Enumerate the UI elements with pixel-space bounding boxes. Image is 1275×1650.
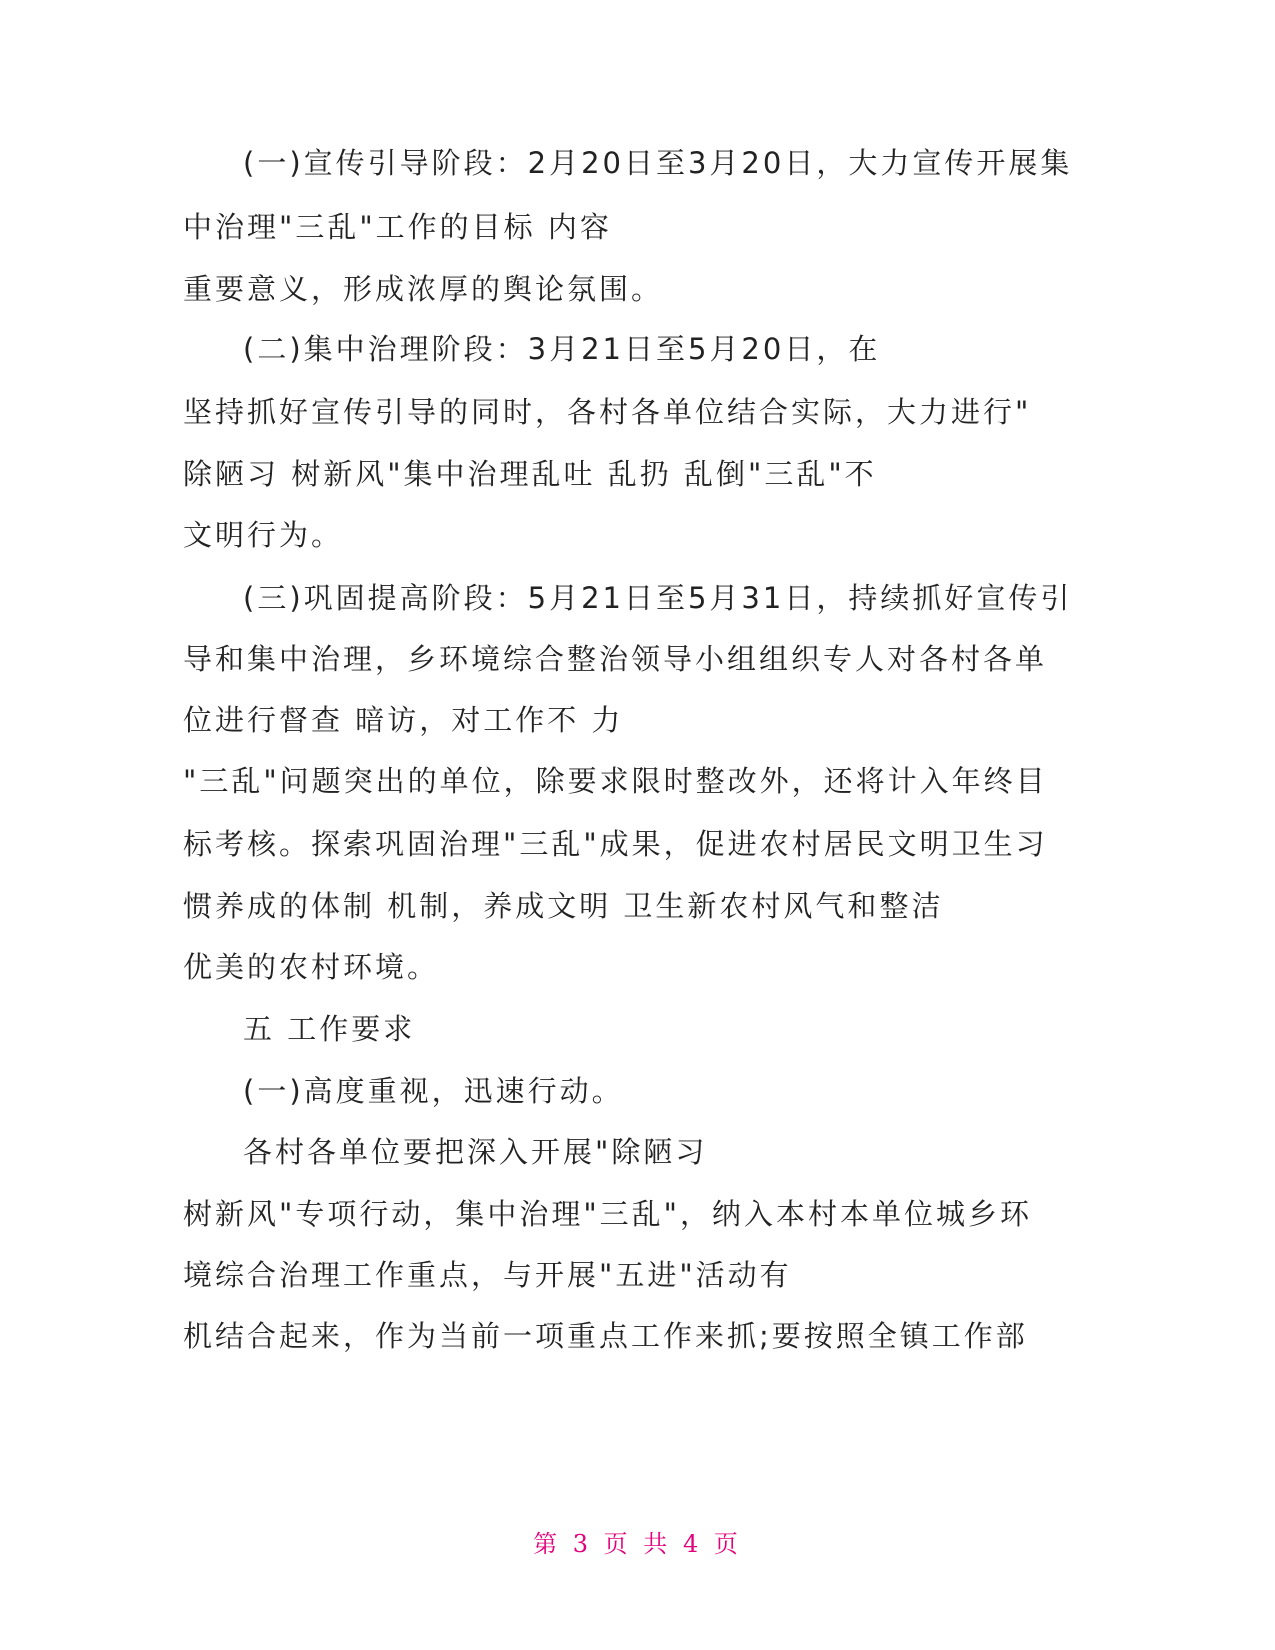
text-line: 各村各单位要把深入开展"除陋习 xyxy=(243,1135,708,1169)
text-line: 坚持抓好宣传引导的同时，各村各单位结合实际，大力进行" xyxy=(183,395,1032,429)
page-number-footer: 第 3 页 共 4 页 xyxy=(533,1530,742,1558)
text-line: 树新风"专项行动，集中治理"三乱"，纳入本村本单位城乡环 xyxy=(183,1197,1033,1231)
text-line: "三乱"问题突出的单位，除要求限时整改外，还将计入年终目 xyxy=(183,764,1048,798)
text-line: 惯养成的体制 机制，养成文明 卫生新农村风气和整洁 xyxy=(183,889,944,923)
text-line: (一)宣传引导阶段：2月20日至3月20日，大力宣传开展集 xyxy=(243,146,1073,180)
text-line: 重要意义，形成浓厚的舆论氛围。 xyxy=(183,272,664,306)
text-line: 除陋习 树新风"集中治理乱吐 乱扔 乱倒"三乱"不 xyxy=(183,457,877,491)
text-line: (二)集中治理阶段：3月21日至5月20日，在 xyxy=(243,332,881,366)
text-line: 标考核。探索巩固治理"三乱"成果，促进农村居民文明卫生习 xyxy=(183,827,1048,861)
text-line: 位进行督查 暗访，对工作不 力 xyxy=(183,703,624,737)
text-line: 导和集中治理，乡环境综合整治领导小组组织专人对各村各单 xyxy=(183,642,1048,676)
text-line: (三)巩固提高阶段：5月21日至5月31日，持续抓好宣传引 xyxy=(243,581,1073,615)
text-line: 境综合治理工作重点，与开展"五进"活动有 xyxy=(183,1258,792,1292)
section-heading: 五 工作要求 xyxy=(243,1012,416,1046)
text-line: 优美的农村环境。 xyxy=(183,950,440,984)
text-line: 文明行为。 xyxy=(183,518,344,552)
text-line: 机结合起来，作为当前一项重点工作来抓;要按照全镇工作部 xyxy=(183,1319,1028,1353)
text-line: 中治理"三乱"工作的目标 内容 xyxy=(183,210,612,244)
subsection-heading: (一)高度重视，迅速行动。 xyxy=(243,1074,624,1108)
